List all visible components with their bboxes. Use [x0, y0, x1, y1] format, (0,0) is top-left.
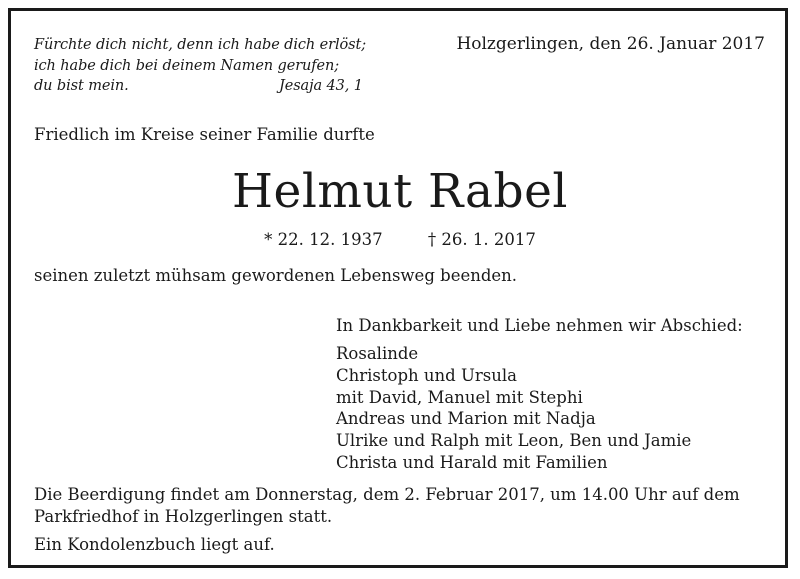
- funeral-info: [34, 484, 740, 528]
- farewell-text: In Dankbarkeit und Liebe nehmen wir Abschied:: [336, 316, 743, 335]
- deceased-name: Helmut Rabel: [232, 164, 568, 219]
- life-path-text: seinen zuletzt mühsam gewordenen Lebensweg beenden.: [34, 266, 518, 285]
- death-date: † 26. 1. 2017: [427, 230, 536, 249]
- verse-line: Fürchte dich nicht, denn ich habe dich erlöst;: [34, 37, 367, 53]
- bible-verse: [34, 35, 366, 97]
- life-dates: [0, 230, 800, 249]
- funeral-line: Die Beerdigung findet am Donnerstag, dem 2. Februar 2017, um 14.00 Uhr auf dem: [34, 485, 740, 504]
- verse-reference: Jesaja 43, 1: [279, 78, 363, 94]
- place-and-date: Holzgerlingen, den 26. Januar 2017: [456, 34, 765, 54]
- condolence-note: Ein Kondolenzbuch liegt auf.: [34, 535, 275, 554]
- family-member: mit David, Manuel mit Stephi: [336, 387, 583, 407]
- birth-date: * 22. 12. 1937: [264, 230, 383, 249]
- family-member: Christoph und Ursula: [336, 365, 517, 385]
- verse-last-line: [34, 76, 366, 97]
- family-member: Andreas und Marion mit Nadja: [336, 409, 596, 429]
- family-member: Ulrike und Ralph mit Leon, Ben und Jamie: [336, 431, 692, 451]
- family-list: [336, 343, 691, 474]
- family-member: Christa und Harald mit Familien: [336, 452, 608, 472]
- intro-text: Friedlich im Kreise seiner Familie durfte: [34, 125, 375, 144]
- family-member: Rosalinde: [336, 344, 419, 363]
- verse-line: du bist mein.: [34, 78, 129, 94]
- verse-line: ich habe dich bei deinem Namen gerufen;: [34, 57, 340, 74]
- funeral-line: Parkfriedhof in Holzgerlingen statt.: [34, 507, 333, 526]
